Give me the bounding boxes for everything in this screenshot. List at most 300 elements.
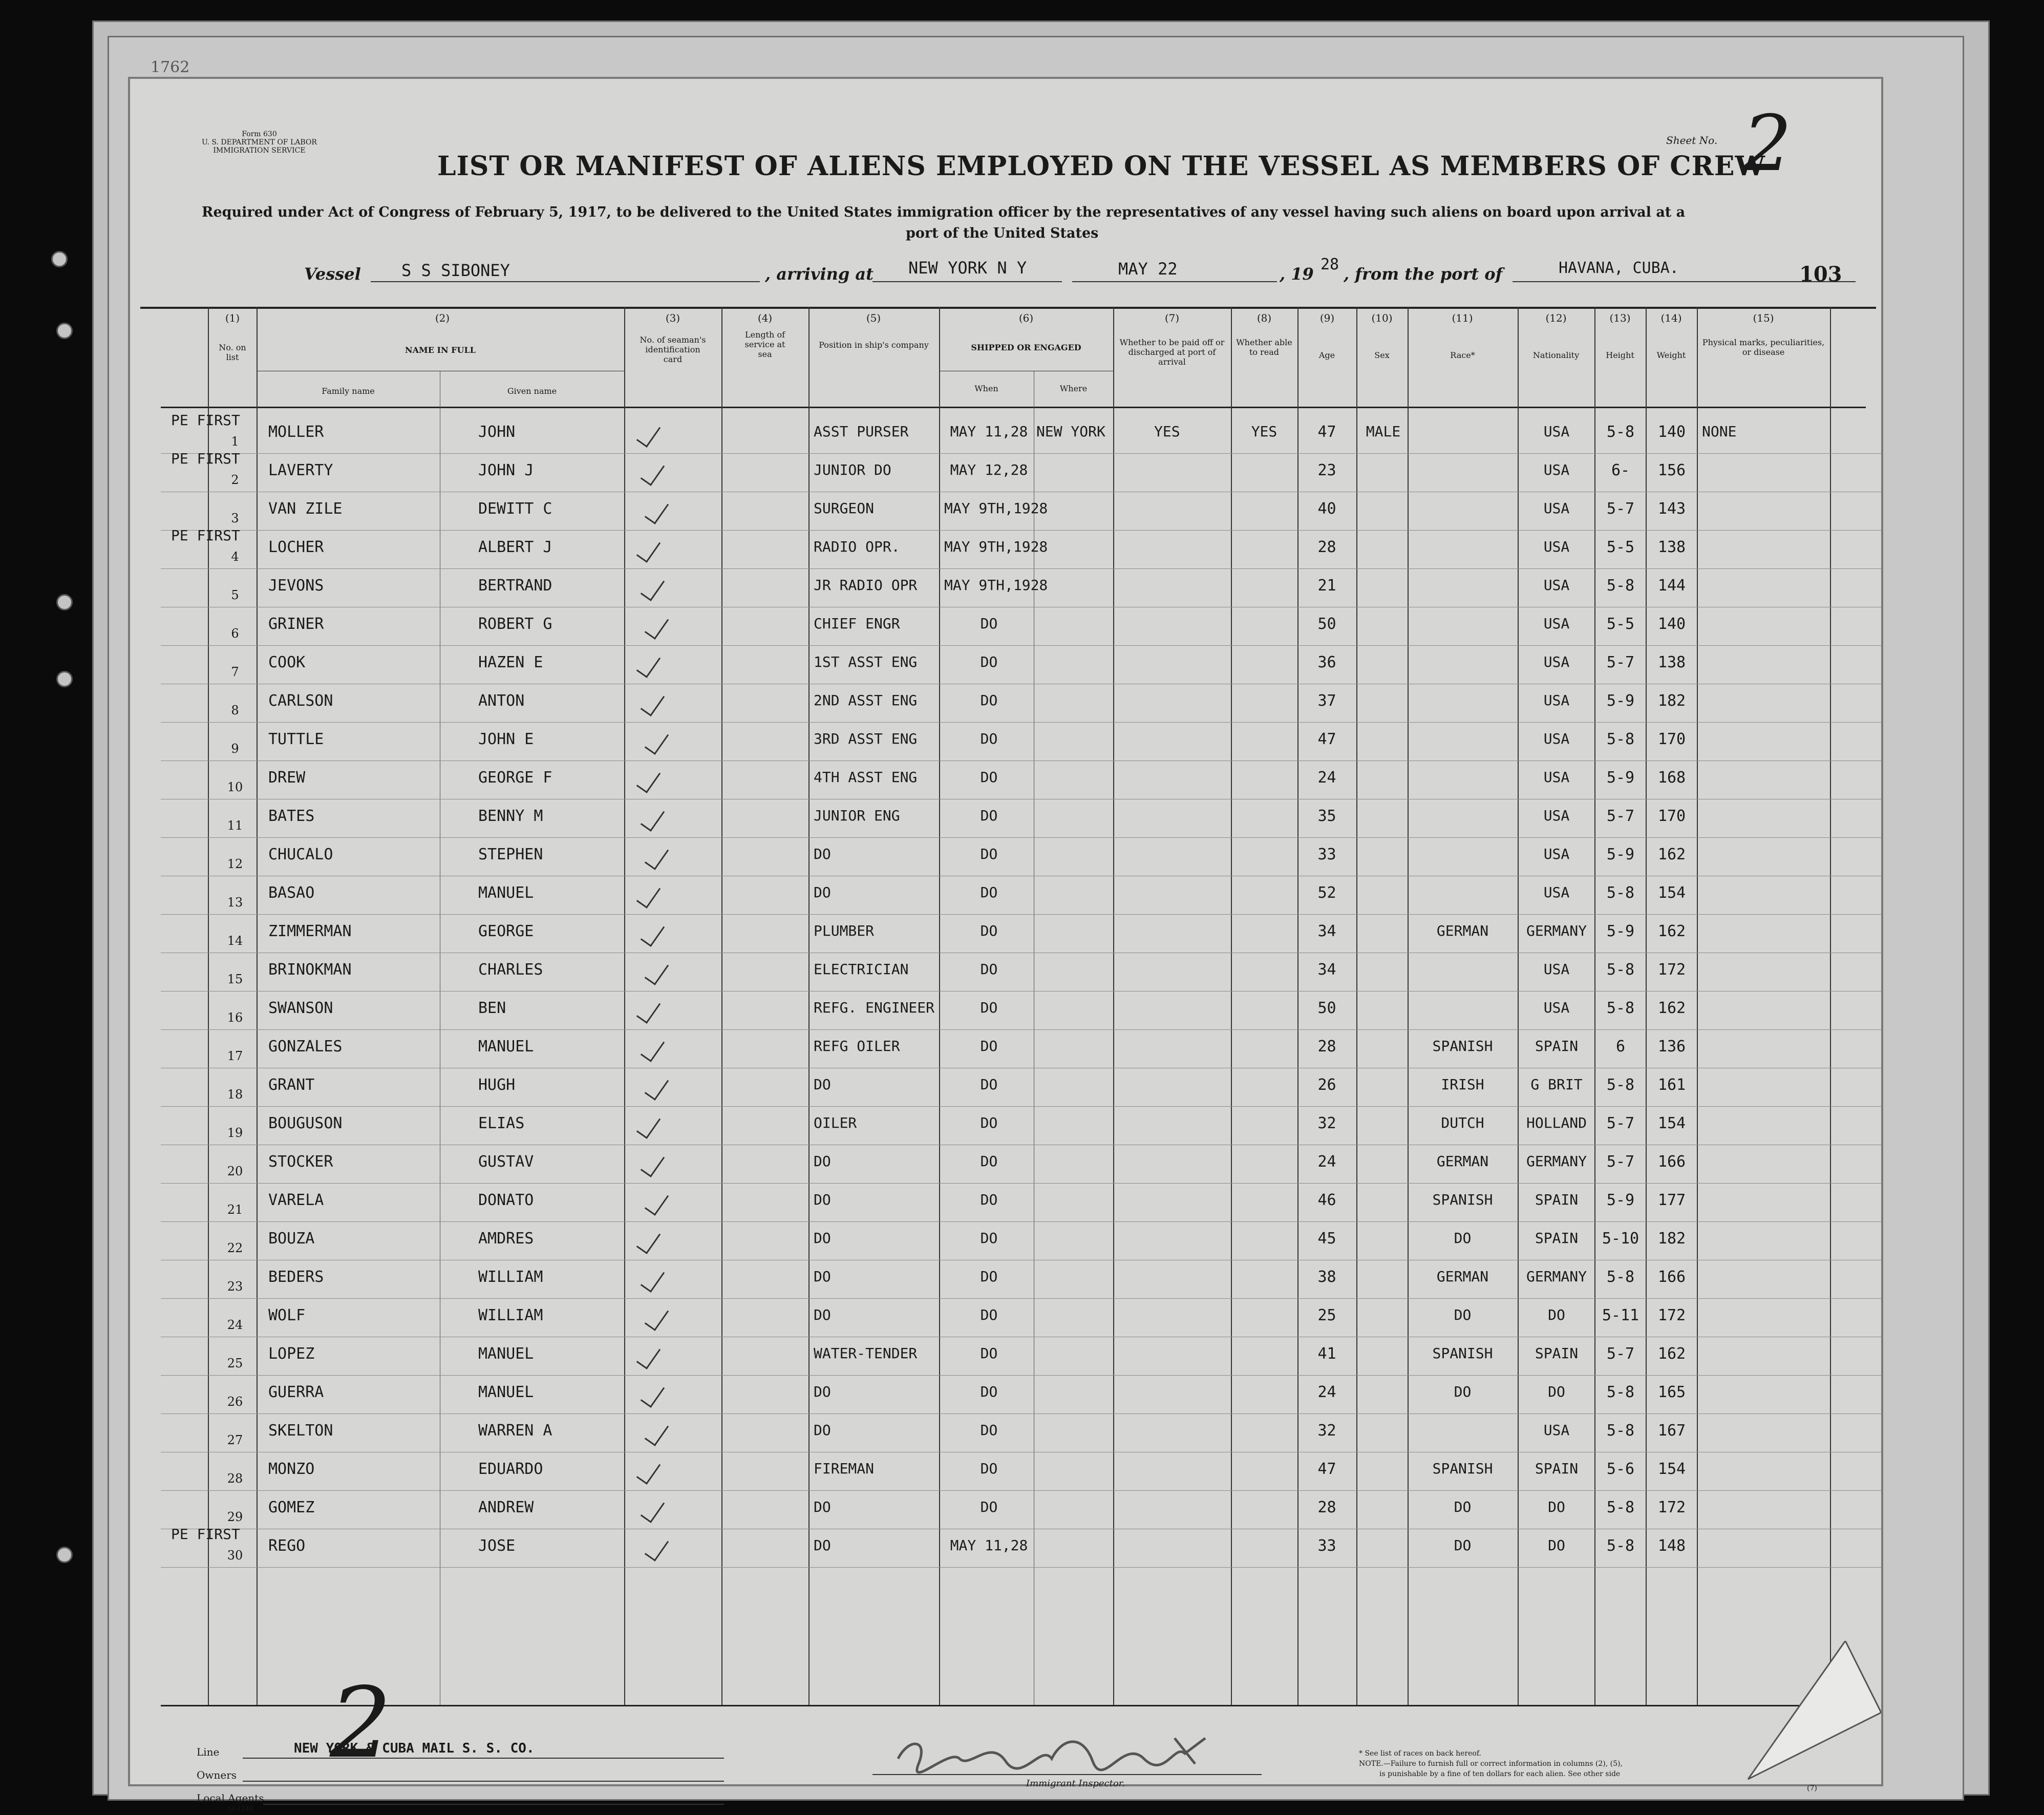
cell-nationality: SPAIN	[1535, 1230, 1579, 1247]
id-card-check-mark	[641, 920, 665, 947]
cell-age: 34	[1317, 961, 1336, 979]
cell-nationality: USA	[1543, 500, 1570, 517]
cell-given: WILLIAM	[478, 1306, 543, 1324]
cell-family: BOUGUSON	[268, 1114, 343, 1132]
cell-when: DO	[980, 1268, 998, 1285]
cell-when: DO	[980, 653, 998, 670]
cell-position: REFG OILER	[814, 1038, 900, 1054]
id-card-check-mark	[636, 1342, 661, 1369]
cell-age: 37	[1317, 692, 1336, 710]
col-number: (12)	[1545, 312, 1567, 324]
cell-weight: 136	[1657, 1038, 1686, 1056]
arriving-underline	[872, 281, 1062, 282]
binder-hole	[56, 323, 73, 339]
arriving-label: , arriving at	[765, 264, 874, 284]
page-title: LIST OR MANIFEST OF ALIENS EMPLOYED ON THE VESSEL AS MEMBERS OF CREW	[437, 151, 1765, 182]
cell-when: DO	[980, 1038, 998, 1054]
header-given-name: Given name	[507, 386, 557, 396]
row-note: PE FIRST	[171, 1526, 240, 1543]
col-number: (1)	[225, 312, 240, 324]
arriving-port: NEW YORK N Y	[908, 258, 1027, 278]
cell-no: 2	[231, 473, 239, 487]
id-card-check-mark	[641, 1265, 665, 1293]
binder-hole	[56, 1547, 73, 1563]
cell-family: BEDERS	[268, 1268, 324, 1286]
cell-when: MAY 9TH,1928	[944, 577, 1048, 594]
cell-position: RADIO OPR.	[814, 538, 900, 555]
cell-nationality: GERMANY	[1526, 1153, 1587, 1170]
cell-height: 5-7	[1606, 500, 1635, 518]
cell-nationality: SPAIN	[1535, 1460, 1579, 1477]
col-number: (3)	[665, 312, 680, 324]
row-rule	[161, 837, 1881, 838]
cell-given: ROBERT G	[478, 615, 552, 633]
cell-weight: 138	[1657, 538, 1686, 556]
cell-given: GEORGE	[478, 922, 534, 940]
agents-underline	[263, 1804, 724, 1805]
cell-age: 35	[1317, 807, 1336, 825]
cell-nationality: DO	[1548, 1306, 1565, 1323]
header-name-in-full: NAME IN FULL	[404, 345, 476, 355]
cell-family: JEVONS	[268, 577, 324, 595]
cell-when: DO	[980, 1460, 998, 1477]
cell-when: MAY 9TH,1928	[944, 538, 1048, 555]
row-rule	[161, 1490, 1881, 1491]
cell-nationality: USA	[1543, 961, 1570, 978]
cell-position: DO	[814, 1422, 831, 1439]
cell-nationality: SPAIN	[1535, 1038, 1579, 1054]
cell-height: 5-8	[1606, 999, 1635, 1017]
cell-age: 24	[1317, 1383, 1336, 1401]
id-card-check-mark	[636, 1227, 661, 1254]
cell-family: GOMEZ	[268, 1499, 315, 1516]
line-underline	[243, 1758, 724, 1759]
cell-when: DO	[980, 1076, 998, 1093]
row-rule	[161, 1375, 1881, 1376]
cell-position: WATER-TENDER	[814, 1345, 918, 1362]
cell-nationality: USA	[1543, 461, 1570, 478]
cell-height: 5-9	[1606, 692, 1635, 710]
year-label: , 19	[1280, 264, 1314, 284]
col-number: (15)	[1753, 312, 1774, 324]
table-bottom-border	[161, 1705, 1866, 1706]
cell-no: 5	[231, 588, 239, 602]
cell-age: 25	[1317, 1306, 1336, 1324]
cell-read: YES	[1251, 423, 1278, 440]
sheet-label: Sheet No.	[1666, 134, 1718, 146]
id-card-check-mark	[645, 1534, 669, 1561]
cell-race: GERMAN	[1436, 922, 1489, 939]
cell-position: REFG. ENGINEER	[814, 999, 935, 1016]
cell-height: 5-9	[1606, 846, 1635, 863]
arrival-date: MAY 22	[1118, 259, 1178, 279]
cell-when: MAY 12,28	[950, 461, 1028, 478]
cell-race: DO	[1454, 1383, 1472, 1400]
cell-given: WILLIAM	[478, 1268, 543, 1286]
cell-nationality: USA	[1543, 846, 1570, 862]
cell-given: JOHN E	[478, 730, 534, 748]
binder-hole	[56, 594, 73, 610]
row-rule	[161, 914, 1881, 915]
cell-family: ZIMMERMAN	[268, 922, 352, 940]
cell-sex: MALE	[1366, 423, 1401, 440]
cell-height: 5-9	[1606, 769, 1635, 787]
cell-position: DO	[814, 1268, 831, 1285]
cell-height: 5-11	[1602, 1306, 1640, 1324]
id-card-check-mark	[636, 536, 661, 563]
cell-when: DO	[980, 961, 998, 978]
cell-family: LOPEZ	[268, 1345, 315, 1363]
cell-family: CHUCALO	[268, 846, 333, 863]
cell-when: DO	[980, 884, 998, 901]
cell-age: 34	[1317, 922, 1336, 940]
cell-when: DO	[980, 1230, 998, 1247]
header-position: Position in ship's company	[819, 340, 929, 350]
row-rule	[161, 722, 1881, 723]
cell-weight: 154	[1657, 1460, 1686, 1478]
cell-age: 33	[1317, 1537, 1336, 1555]
cell-height: 5-8	[1606, 961, 1635, 979]
cell-marks: NONE	[1702, 423, 1737, 440]
id-card-check-mark	[636, 651, 661, 678]
id-card-check-mark	[641, 1150, 665, 1177]
id-card-check-mark	[636, 997, 661, 1024]
cell-given: JOHN	[478, 423, 516, 441]
cell-age: 47	[1317, 423, 1336, 441]
col-divider	[1697, 307, 1698, 1705]
cell-age: 50	[1317, 999, 1336, 1017]
cell-height: 5-7	[1606, 807, 1635, 825]
cell-weight: 162	[1657, 999, 1686, 1017]
cell-race: DO	[1454, 1499, 1472, 1515]
cell-given: ELIAS	[478, 1114, 525, 1132]
col-divider	[1356, 307, 1357, 1705]
cell-no: 14	[227, 934, 243, 948]
cell-nationality: DO	[1548, 1499, 1565, 1515]
cell-height: 5-8	[1606, 1383, 1635, 1401]
col-number: (10)	[1371, 312, 1393, 324]
cell-family: COOK	[268, 653, 306, 671]
cell-when: DO	[980, 692, 998, 709]
id-card-check-mark	[636, 766, 661, 793]
cell-no: 30	[227, 1548, 243, 1563]
row-rule	[161, 1413, 1881, 1414]
row-note: PE FIRST	[171, 450, 240, 467]
cell-no: 27	[227, 1433, 243, 1447]
row-rule	[161, 1567, 1881, 1568]
cell-race: SPANISH	[1432, 1038, 1493, 1054]
cell-race: GERMAN	[1436, 1268, 1489, 1285]
cell-family: WOLF	[268, 1306, 306, 1324]
cell-age: 33	[1317, 846, 1336, 863]
cell-weight: 162	[1657, 922, 1686, 940]
page-number: 103	[1799, 262, 1842, 286]
cell-height: 5-9	[1606, 922, 1635, 940]
header-height: Height	[1606, 350, 1634, 360]
row-rule	[161, 453, 1881, 454]
col-number: (8)	[1257, 312, 1272, 324]
cell-when: DO	[980, 846, 998, 862]
cell-nationality: G BRIT	[1530, 1076, 1583, 1093]
cell-nationality: SPAIN	[1535, 1191, 1579, 1208]
cell-height: 5-7	[1606, 653, 1635, 671]
header-where: Where	[1059, 384, 1088, 393]
col-number: (13)	[1609, 312, 1631, 324]
cell-given: MANUEL	[478, 1345, 534, 1363]
cell-weight: 166	[1657, 1153, 1686, 1171]
footnote-fine-2: is punishable by a fine of ten dollars for each alien. See other side	[1379, 1770, 1621, 1778]
id-card-check-mark	[645, 1189, 669, 1216]
cell-given: ALBERT J	[478, 538, 552, 556]
handwritten-sheet-number: 2	[330, 1666, 392, 1780]
header-sex: Sex	[1374, 350, 1390, 360]
cell-race: DO	[1454, 1306, 1472, 1323]
col-number: (4)	[757, 312, 773, 324]
cell-age: 28	[1317, 1499, 1336, 1516]
cell-position: 4TH ASST ENG	[814, 769, 918, 786]
cell-height: 5-8	[1606, 1537, 1635, 1555]
page-subtitle-1: Required under Act of Congress of February 5, 1917, to be delivered to the United States immigration officer by the representatives of any vessel having such aliens on board upon arrival at a	[202, 204, 1686, 220]
cell-nationality: USA	[1543, 577, 1570, 594]
cell-no: 18	[227, 1087, 243, 1102]
col-divider	[208, 307, 209, 1705]
col-divider	[1231, 307, 1232, 1705]
cell-no: 22	[227, 1241, 243, 1255]
cell-race: SPANISH	[1432, 1460, 1493, 1477]
cell-weight: 140	[1657, 615, 1686, 633]
footnote-fine: NOTE.—Failure to furnish full or correct information in columns (2), (5),	[1359, 1760, 1623, 1768]
id-card-check-mark	[645, 1304, 669, 1331]
cell-family: TUTTLE	[268, 730, 324, 748]
header-length-service: Length of service at sea	[744, 330, 785, 359]
cell-family: SWANSON	[268, 999, 333, 1017]
cell-no: 29	[227, 1510, 243, 1524]
form-block	[202, 130, 317, 155]
cell-family: BATES	[268, 807, 315, 825]
cell-family: STOCKER	[268, 1153, 333, 1171]
cell-age: 36	[1317, 653, 1336, 671]
cell-nationality: USA	[1543, 692, 1570, 709]
cell-age: 47	[1317, 1460, 1336, 1478]
owners-label: Owners	[197, 1769, 237, 1781]
table-header-bottom	[161, 407, 1866, 408]
cell-weight: 154	[1657, 884, 1686, 902]
cell-height: 5-7	[1606, 1114, 1635, 1132]
cell-family: VAN ZILE	[268, 500, 343, 518]
cell-family: MONZO	[268, 1460, 315, 1478]
cell-when: DO	[980, 1422, 998, 1439]
cell-age: 40	[1317, 500, 1336, 518]
arrival-year: 28	[1321, 256, 1339, 273]
cell-family: GRANT	[268, 1076, 315, 1094]
cell-position: 3RD ASST ENG	[814, 730, 918, 747]
cell-nationality: USA	[1543, 615, 1570, 632]
manifest-sheet	[128, 58, 1883, 1812]
id-card-check-mark	[645, 1073, 669, 1101]
cell-when: DO	[980, 730, 998, 747]
cell-height: 5-8	[1606, 423, 1635, 441]
cell-nationality: USA	[1543, 1422, 1570, 1439]
cell-nationality: GERMANY	[1526, 1268, 1587, 1285]
cell-position: DO	[814, 846, 831, 862]
cell-given: AMDRES	[478, 1230, 534, 1248]
header-nationality: Nationality	[1532, 350, 1580, 360]
cell-no: 28	[227, 1471, 243, 1486]
cell-age: 21	[1317, 577, 1336, 595]
cell-given: JOHN J	[478, 461, 534, 479]
cell-where: NEW YORK	[1036, 423, 1105, 440]
cell-no: 7	[231, 665, 239, 679]
vessel-underline	[371, 281, 760, 282]
id-card-check-mark	[641, 574, 665, 601]
cell-when: DO	[980, 807, 998, 824]
cell-position: 2ND ASST ENG	[814, 692, 918, 709]
cell-position: DO	[814, 1230, 831, 1247]
id-card-check-mark	[645, 843, 669, 870]
cell-nationality: HOLLAND	[1526, 1114, 1587, 1131]
cell-given: CHARLES	[478, 961, 543, 979]
sheet-stamp: 1762	[151, 58, 190, 76]
col-number: (11)	[1452, 312, 1473, 324]
cell-race: SPANISH	[1432, 1345, 1493, 1362]
cell-no: 13	[227, 895, 243, 910]
cell-family: GONZALES	[268, 1038, 343, 1056]
id-card-check-mark	[645, 728, 669, 755]
vessel-name: S S SIBONEY	[401, 261, 510, 280]
cell-nationality: DO	[1548, 1537, 1565, 1554]
header-when: When	[974, 384, 998, 393]
cell-weight: 138	[1657, 653, 1686, 671]
cell-family: REGO	[268, 1537, 306, 1555]
cell-position: JUNIOR DO	[814, 461, 891, 478]
cell-position: DO	[814, 1076, 831, 1093]
cell-weight: 172	[1657, 961, 1686, 979]
cell-position: ELECTRICIAN	[814, 961, 909, 978]
department: U. S. DEPARTMENT OF LABOR	[202, 138, 317, 146]
cell-position: DO	[814, 1191, 831, 1208]
id-card-check-mark	[636, 881, 661, 909]
id-card-check-mark	[636, 1112, 661, 1139]
row-rule	[161, 1183, 1881, 1184]
cell-nationality: USA	[1543, 730, 1570, 747]
col-number: (6)	[1018, 312, 1034, 324]
cell-height: 5-8	[1606, 730, 1635, 748]
cell-weight: 165	[1657, 1383, 1686, 1401]
cell-age: 47	[1317, 730, 1336, 748]
col-number: (9)	[1319, 312, 1335, 324]
cell-weight: 154	[1657, 1114, 1686, 1132]
cell-age: 24	[1317, 1153, 1336, 1171]
footnote-col: (7)	[1807, 1784, 1817, 1792]
row-rule	[161, 1029, 1881, 1030]
cell-height: 5-7	[1606, 1153, 1635, 1171]
cell-no: 16	[227, 1010, 243, 1025]
cell-no: 3	[231, 511, 239, 525]
cell-given: BERTRAND	[478, 577, 552, 595]
cell-when: DO	[980, 1153, 998, 1170]
sheet-number: 2	[1743, 99, 1792, 188]
cell-given: WARREN A	[478, 1422, 552, 1440]
cell-height: 5-8	[1606, 1076, 1635, 1094]
cell-family: CARLSON	[268, 692, 333, 710]
cell-given: BEN	[478, 999, 506, 1017]
cell-when: DO	[980, 1114, 998, 1131]
cell-position: JUNIOR ENG	[814, 807, 900, 824]
cell-when: DO	[980, 1306, 998, 1323]
row-note: PE FIRST	[171, 412, 240, 429]
cell-family: GUERRA	[268, 1383, 324, 1401]
cell-nationality: USA	[1543, 999, 1570, 1016]
cell-weight: 168	[1657, 769, 1686, 787]
cell-age: 28	[1317, 1038, 1336, 1056]
cell-weight: 162	[1657, 846, 1686, 863]
cell-position: DO	[814, 1306, 831, 1323]
col-divider	[1113, 307, 1114, 1705]
cell-when: MAY 11,28	[950, 1537, 1028, 1554]
col-number: (14)	[1660, 312, 1682, 324]
cell-weight: 172	[1657, 1499, 1686, 1516]
cell-age: 32	[1317, 1114, 1336, 1132]
cell-age: 38	[1317, 1268, 1336, 1286]
vessel-label: Vessel	[304, 264, 361, 284]
col-divider	[624, 307, 625, 1705]
cell-given: GUSTAV	[478, 1153, 534, 1171]
cell-no: 8	[231, 703, 239, 717]
cell-position: OILER	[814, 1114, 857, 1131]
row-rule	[161, 1221, 1881, 1222]
cell-position: DO	[814, 1499, 831, 1515]
cell-nationality: DO	[1548, 1383, 1565, 1400]
col-divider	[1408, 307, 1409, 1705]
cell-no: 4	[231, 550, 239, 564]
cell-given: JOSE	[478, 1537, 516, 1555]
id-card-check-mark	[636, 420, 661, 448]
cell-weight: 148	[1657, 1537, 1686, 1555]
inspector-label: Immigrant Inspector.	[1026, 1778, 1125, 1789]
cell-age: 52	[1317, 884, 1336, 902]
cell-weight: 182	[1657, 692, 1686, 710]
header-shipped: SHIPPED OR ENGAGED	[971, 343, 1081, 352]
row-rule	[161, 530, 1881, 531]
header-family-name: Family name	[322, 386, 375, 396]
cell-height: 5-8	[1606, 884, 1635, 902]
cell-position: PLUMBER	[814, 922, 875, 939]
header-paid-off: Whether to be paid off or discharged at port of arrival	[1119, 337, 1225, 367]
cell-no: 19	[227, 1126, 243, 1140]
cell-no: 24	[227, 1318, 243, 1332]
cell-no: 1	[231, 434, 239, 449]
cell-given: STEPHEN	[478, 846, 543, 863]
header-no-on-list: No. on list	[219, 343, 246, 362]
col-divider	[808, 307, 810, 1705]
agents-label: Local Agents	[197, 1792, 264, 1804]
row-rule	[161, 645, 1881, 646]
cell-no: 11	[227, 818, 243, 833]
cell-age: 46	[1317, 1191, 1336, 1209]
owners-underline	[243, 1781, 724, 1782]
from-port-label: , from the port of	[1344, 264, 1503, 284]
col-divider	[721, 307, 722, 1705]
id-card-check-mark	[641, 689, 665, 716]
cell-weight: 161	[1657, 1076, 1686, 1094]
cell-weight: 162	[1657, 1345, 1686, 1363]
cell-family: LOCHER	[268, 538, 324, 556]
cell-when: DO	[980, 922, 998, 939]
cell-age: 32	[1317, 1422, 1336, 1440]
form-number: Form 630	[242, 130, 277, 138]
col-number: (7)	[1164, 312, 1180, 324]
cell-no: 17	[227, 1049, 243, 1063]
